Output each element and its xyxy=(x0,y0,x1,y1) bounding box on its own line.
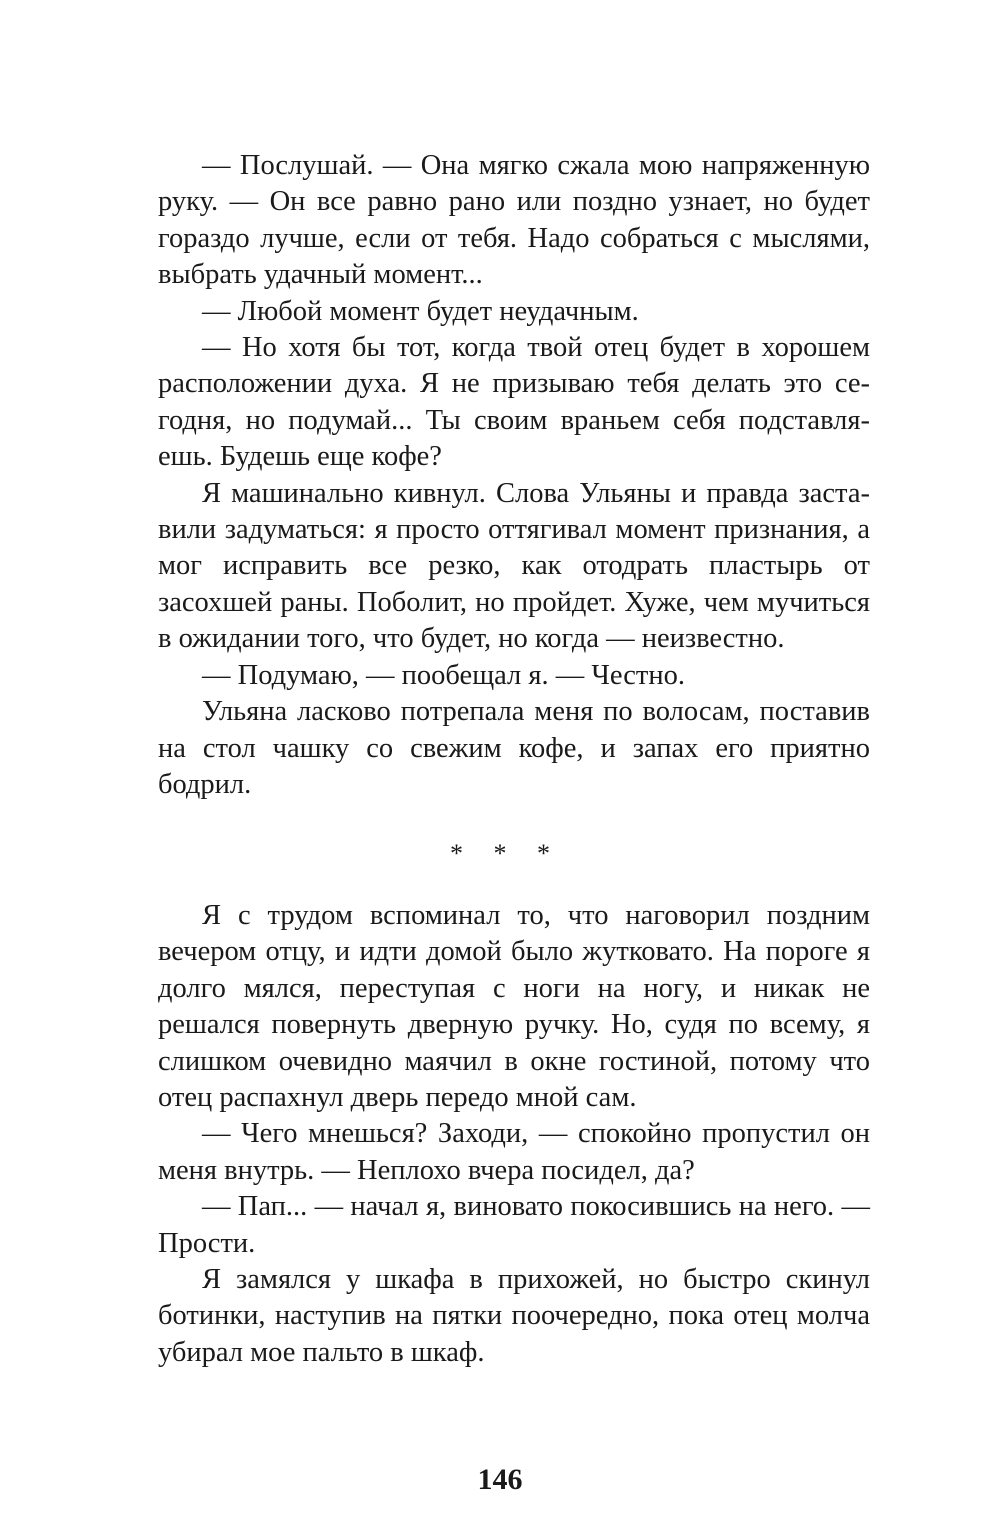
text-section-1 xyxy=(158,148,870,803)
paragraph: Я замялся у шкафа в прихожей, но быстро скинул ботинки, наступив на пятки поочередно, пока отец молча убирал мое пальто в шкаф. xyxy=(158,1264,870,1368)
paragraph: — Чего мнешься? Заходи, — спокойно пропустил он меня внутрь. — Неплохо вчера посидел, да? xyxy=(158,1118,870,1186)
paragraph: — Но хотя бы тот, когда твой отец будет в хорошем расположении духа. Я не призываю тебя делать это сегодня, но подумай... Ты своим враньем себя подставляешь. Будешь еще кофе? xyxy=(158,332,870,473)
paragraph: — Пап... — начал я, виновато покосившись на него. — Прости. xyxy=(158,1191,870,1259)
paragraph: Ульяна ласково потрепала меня по волосам, поставив на стол чашку со свежим кофе, и запах его приятно бодрил. xyxy=(158,696,870,800)
paragraph: — Подумаю, — пообещал я. — Честно. xyxy=(202,659,685,691)
text-section-2 xyxy=(158,898,870,1371)
section-separator: * * * xyxy=(450,839,562,868)
paragraph: — Послушай. — Она мягко сжала мою напряженную руку. — Он все равно рано или поздно узнает, но будет гораздо лучше, если от тебя. Надо собраться с мыслями, выбрать удачный момент... xyxy=(158,150,870,291)
page-number: 146 xyxy=(477,1463,523,1496)
paragraph: Я машинально кивнул. Слова Ульяны и правда заставили задуматься: я просто оттягивал момент признания, а мог исправить все резко, как отодрать пластырь от засохшей раны. Поболит, но пройдет. Хуже, чем мучиться в ожидании того, что будет, но когда — неизвестно. xyxy=(158,477,870,655)
paragraph: — Любой момент будет неудачным. xyxy=(202,295,639,327)
paragraph: Я с трудом вспоминал то, что наговорил поздним вечером отцу, и идти домой было жутковато. На пороге я долго мялся, переступая с ноги на ногу, и никак не решался повернуть дверную ручку. Но, судя по всему, я слишком очевидно маячил в окне гостиной, потому что отец распахнул дверь передо мной сам. xyxy=(158,900,870,1114)
